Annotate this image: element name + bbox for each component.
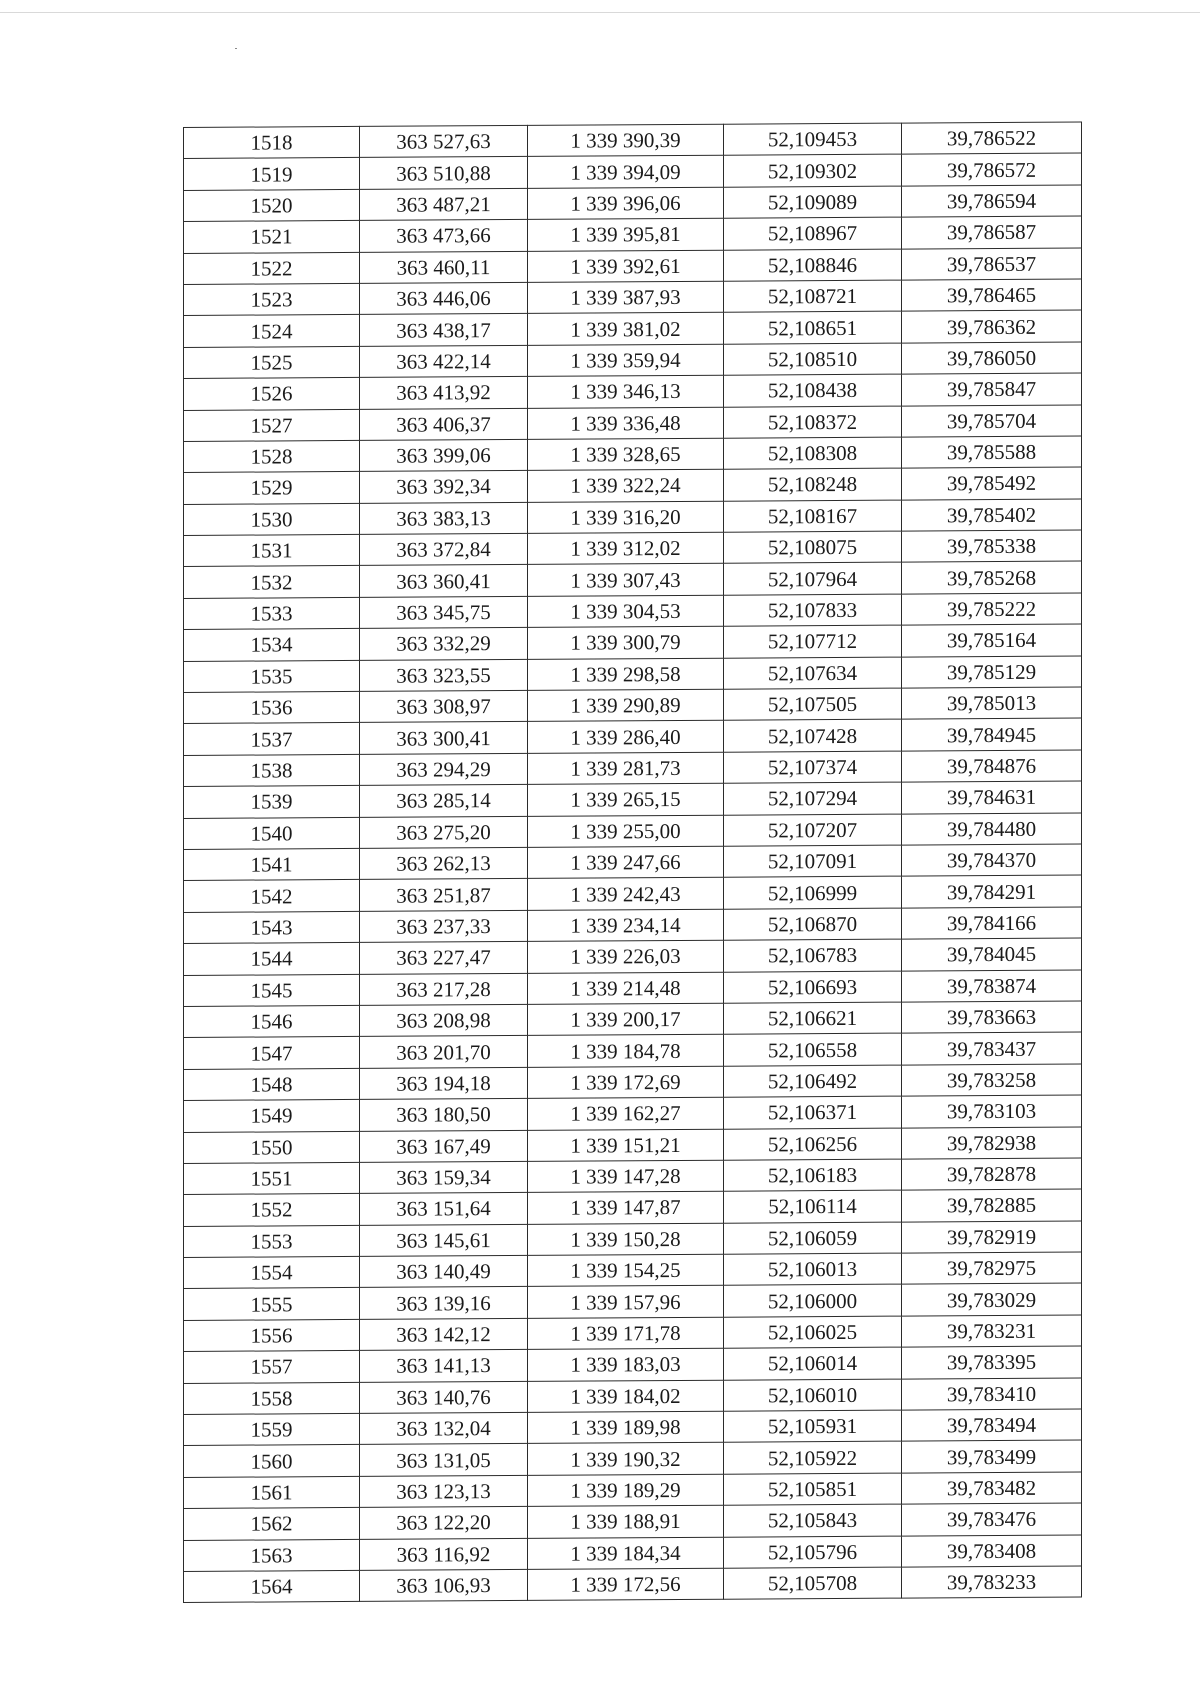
latitude-cell: 52,107374 xyxy=(724,751,902,783)
latitude-cell: 52,107091 xyxy=(724,845,902,877)
latitude-cell: 52,106183 xyxy=(724,1159,902,1191)
latitude-cell: 52,106371 xyxy=(724,1096,902,1128)
point-number-cell: 1549 xyxy=(184,1100,360,1132)
table-row xyxy=(184,561,1082,598)
table-row xyxy=(184,153,1082,190)
x-coordinate-cell: 363 510,88 xyxy=(360,157,528,189)
point-number-cell: 1540 xyxy=(184,817,360,849)
table-row xyxy=(184,373,1082,410)
x-coordinate-cell: 363 285,14 xyxy=(360,785,528,817)
y-coordinate-cell: 1 339 147,28 xyxy=(528,1160,724,1193)
table-row xyxy=(184,1409,1082,1446)
point-number-cell: 1530 xyxy=(184,503,360,535)
table-row xyxy=(184,1378,1082,1415)
x-coordinate-cell: 363 383,13 xyxy=(360,502,528,534)
longitude-cell: 39,782885 xyxy=(902,1189,1082,1221)
point-number-cell: 1543 xyxy=(184,911,360,943)
coordinates-table xyxy=(183,122,1082,1604)
x-coordinate-cell: 363 140,76 xyxy=(360,1381,528,1413)
longitude-cell: 39,783874 xyxy=(902,970,1082,1002)
latitude-cell: 52,109302 xyxy=(724,155,902,187)
longitude-cell: 39,783494 xyxy=(902,1409,1082,1441)
point-number-cell: 1532 xyxy=(184,566,360,598)
x-coordinate-cell: 363 275,20 xyxy=(360,816,528,848)
x-coordinate-cell: 363 392,34 xyxy=(360,471,528,503)
point-number-cell: 1533 xyxy=(184,597,360,629)
longitude-cell: 39,786594 xyxy=(902,185,1082,217)
table-row xyxy=(184,1535,1082,1572)
longitude-cell: 39,784166 xyxy=(902,907,1082,939)
longitude-cell: 39,783233 xyxy=(902,1566,1082,1598)
y-coordinate-cell: 1 339 286,40 xyxy=(528,721,724,754)
latitude-cell: 52,106621 xyxy=(724,1002,902,1034)
longitude-cell: 39,785222 xyxy=(902,593,1082,625)
point-number-cell: 1542 xyxy=(184,880,360,912)
table-row xyxy=(184,1127,1082,1164)
longitude-cell: 39,782975 xyxy=(902,1252,1082,1284)
y-coordinate-cell: 1 339 346,13 xyxy=(528,375,724,408)
y-coordinate-cell: 1 339 184,34 xyxy=(528,1537,724,1570)
y-coordinate-cell: 1 339 172,69 xyxy=(528,1066,724,1099)
latitude-cell: 52,108308 xyxy=(724,437,902,469)
point-number-cell: 1559 xyxy=(184,1413,360,1445)
point-number-cell: 1528 xyxy=(184,440,360,472)
y-coordinate-cell: 1 339 316,20 xyxy=(528,501,724,534)
x-coordinate-cell: 363 251,87 xyxy=(360,879,528,911)
latitude-cell: 52,107428 xyxy=(724,720,902,752)
latitude-cell: 52,108651 xyxy=(724,311,902,343)
latitude-cell: 52,106870 xyxy=(724,908,902,940)
y-coordinate-cell: 1 339 189,98 xyxy=(528,1411,724,1444)
longitude-cell: 39,785164 xyxy=(902,624,1082,656)
point-number-cell: 1552 xyxy=(184,1194,360,1226)
x-coordinate-cell: 363 473,66 xyxy=(360,220,528,252)
latitude-cell: 52,108167 xyxy=(724,500,902,532)
point-number-cell: 1539 xyxy=(184,786,360,818)
latitude-cell: 52,107207 xyxy=(724,814,902,846)
point-number-cell: 1529 xyxy=(184,472,360,504)
latitude-cell: 52,108075 xyxy=(724,531,902,563)
longitude-cell: 39,783395 xyxy=(902,1346,1082,1378)
x-coordinate-cell: 363 345,75 xyxy=(360,596,528,628)
latitude-cell: 52,105843 xyxy=(724,1504,902,1536)
latitude-cell: 52,108846 xyxy=(724,249,902,281)
point-number-cell: 1554 xyxy=(184,1256,360,1288)
point-number-cell: 1520 xyxy=(184,189,360,221)
point-number-cell: 1544 xyxy=(184,943,360,975)
latitude-cell: 52,109089 xyxy=(724,186,902,218)
table-row xyxy=(184,499,1082,536)
longitude-cell: 39,786050 xyxy=(902,342,1082,374)
y-coordinate-cell: 1 339 312,02 xyxy=(528,532,724,565)
latitude-cell: 52,106013 xyxy=(724,1253,902,1285)
latitude-cell: 52,106558 xyxy=(724,1033,902,1065)
longitude-cell: 39,785847 xyxy=(902,373,1082,405)
point-number-cell: 1563 xyxy=(184,1539,360,1571)
x-coordinate-cell: 363 141,13 xyxy=(360,1350,528,1382)
y-coordinate-cell: 1 339 387,93 xyxy=(528,281,724,314)
latitude-cell: 52,108438 xyxy=(724,374,902,406)
point-number-cell: 1527 xyxy=(184,409,360,441)
latitude-cell: 52,108510 xyxy=(724,343,902,375)
coordinates-table-body xyxy=(184,122,1082,1603)
longitude-cell: 39,783499 xyxy=(902,1440,1082,1472)
latitude-cell: 52,108967 xyxy=(724,217,902,249)
x-coordinate-cell: 363 151,64 xyxy=(360,1193,528,1225)
y-coordinate-cell: 1 339 247,66 xyxy=(528,846,724,879)
latitude-cell: 52,106010 xyxy=(724,1379,902,1411)
longitude-cell: 39,786572 xyxy=(902,153,1082,185)
point-number-cell: 1538 xyxy=(184,754,360,786)
longitude-cell: 39,784631 xyxy=(902,781,1082,813)
longitude-cell: 39,784370 xyxy=(902,844,1082,876)
table-row xyxy=(184,248,1082,285)
y-coordinate-cell: 1 339 381,02 xyxy=(528,313,724,346)
x-coordinate-cell: 363 487,21 xyxy=(360,188,528,220)
y-coordinate-cell: 1 339 394,09 xyxy=(528,156,724,189)
x-coordinate-cell: 363 262,13 xyxy=(360,847,528,879)
table-row xyxy=(184,405,1082,442)
scan-top-edge xyxy=(0,12,1200,13)
point-number-cell: 1553 xyxy=(184,1225,360,1257)
table-row xyxy=(184,875,1082,912)
y-coordinate-cell: 1 339 147,87 xyxy=(528,1191,724,1224)
latitude-cell: 52,108372 xyxy=(724,406,902,438)
point-number-cell: 1537 xyxy=(184,723,360,755)
x-coordinate-cell: 363 446,06 xyxy=(360,282,528,314)
longitude-cell: 39,786362 xyxy=(902,310,1082,342)
y-coordinate-cell: 1 339 183,03 xyxy=(528,1348,724,1381)
x-coordinate-cell: 363 237,33 xyxy=(360,910,528,942)
y-coordinate-cell: 1 339 150,28 xyxy=(528,1223,724,1256)
y-coordinate-cell: 1 339 290,89 xyxy=(528,689,724,722)
point-number-cell: 1536 xyxy=(184,691,360,723)
latitude-cell: 52,106000 xyxy=(724,1285,902,1317)
table-row xyxy=(184,342,1082,379)
latitude-cell: 52,106256 xyxy=(724,1128,902,1160)
longitude-cell: 39,783408 xyxy=(902,1535,1082,1567)
point-number-cell: 1541 xyxy=(184,848,360,880)
point-number-cell: 1561 xyxy=(184,1476,360,1508)
point-number-cell: 1523 xyxy=(184,283,360,315)
point-number-cell: 1524 xyxy=(184,315,360,347)
point-number-cell: 1547 xyxy=(184,1037,360,1069)
y-coordinate-cell: 1 339 190,32 xyxy=(528,1443,724,1476)
table-row xyxy=(184,1032,1082,1069)
longitude-cell: 39,785013 xyxy=(902,687,1082,719)
y-coordinate-cell: 1 339 157,96 xyxy=(528,1286,724,1319)
longitude-cell: 39,783103 xyxy=(902,1095,1082,1127)
scan-speck xyxy=(235,48,237,49)
latitude-cell: 52,107712 xyxy=(724,625,902,657)
longitude-cell: 39,783663 xyxy=(902,1001,1082,1033)
x-coordinate-cell: 363 145,61 xyxy=(360,1224,528,1256)
point-number-cell: 1555 xyxy=(184,1288,360,1320)
x-coordinate-cell: 363 332,29 xyxy=(360,628,528,660)
table-row xyxy=(184,530,1082,567)
x-coordinate-cell: 363 308,97 xyxy=(360,690,528,722)
longitude-cell: 39,783029 xyxy=(902,1283,1082,1315)
table-row xyxy=(184,1315,1082,1352)
latitude-cell: 52,106492 xyxy=(724,1065,902,1097)
y-coordinate-cell: 1 339 359,94 xyxy=(528,344,724,377)
longitude-cell: 39,782919 xyxy=(902,1221,1082,1253)
y-coordinate-cell: 1 339 151,21 xyxy=(528,1129,724,1162)
longitude-cell: 39,783258 xyxy=(902,1064,1082,1096)
y-coordinate-cell: 1 339 171,78 xyxy=(528,1317,724,1350)
point-number-cell: 1518 xyxy=(184,126,360,158)
longitude-cell: 39,786522 xyxy=(902,122,1082,154)
longitude-cell: 39,783476 xyxy=(902,1503,1082,1535)
point-number-cell: 1522 xyxy=(184,252,360,284)
point-number-cell: 1525 xyxy=(184,346,360,378)
y-coordinate-cell: 1 339 336,48 xyxy=(528,407,724,440)
latitude-cell: 52,106025 xyxy=(724,1316,902,1348)
longitude-cell: 39,784876 xyxy=(902,750,1082,782)
point-number-cell: 1526 xyxy=(184,378,360,410)
table-row xyxy=(184,1440,1082,1477)
point-number-cell: 1557 xyxy=(184,1351,360,1383)
latitude-cell: 52,106014 xyxy=(724,1347,902,1379)
latitude-cell: 52,106999 xyxy=(724,876,902,908)
table-row xyxy=(184,1472,1082,1509)
point-number-cell: 1535 xyxy=(184,660,360,692)
x-coordinate-cell: 363 323,55 xyxy=(360,659,528,691)
x-coordinate-cell: 363 217,28 xyxy=(360,973,528,1005)
x-coordinate-cell: 363 300,41 xyxy=(360,722,528,754)
latitude-cell: 52,106059 xyxy=(724,1222,902,1254)
longitude-cell: 39,783482 xyxy=(902,1472,1082,1504)
y-coordinate-cell: 1 339 188,91 xyxy=(528,1505,724,1538)
longitude-cell: 39,786537 xyxy=(902,248,1082,280)
latitude-cell: 52,107294 xyxy=(724,782,902,814)
latitude-cell: 52,108248 xyxy=(724,468,902,500)
y-coordinate-cell: 1 339 304,53 xyxy=(528,595,724,628)
y-coordinate-cell: 1 339 214,48 xyxy=(528,972,724,1005)
x-coordinate-cell: 363 194,18 xyxy=(360,1067,528,1099)
table-row xyxy=(184,1221,1082,1258)
table-row xyxy=(184,687,1082,724)
table-row xyxy=(184,122,1082,159)
y-coordinate-cell: 1 339 172,56 xyxy=(528,1568,724,1601)
y-coordinate-cell: 1 339 298,58 xyxy=(528,658,724,691)
table-row xyxy=(184,1095,1082,1132)
y-coordinate-cell: 1 339 307,43 xyxy=(528,564,724,597)
longitude-cell: 39,786587 xyxy=(902,216,1082,248)
table-row xyxy=(184,593,1082,630)
table-row xyxy=(184,467,1082,504)
point-number-cell: 1531 xyxy=(184,534,360,566)
table-row xyxy=(184,185,1082,222)
table-row xyxy=(184,970,1082,1007)
latitude-cell: 52,107634 xyxy=(724,657,902,689)
table-row xyxy=(184,1503,1082,1540)
y-coordinate-cell: 1 339 162,27 xyxy=(528,1097,724,1130)
y-coordinate-cell: 1 339 255,00 xyxy=(528,815,724,848)
latitude-cell: 52,106114 xyxy=(724,1190,902,1222)
y-coordinate-cell: 1 339 390,39 xyxy=(528,124,724,157)
x-coordinate-cell: 363 413,92 xyxy=(360,377,528,409)
table-row xyxy=(184,1252,1082,1289)
point-number-cell: 1546 xyxy=(184,1005,360,1037)
longitude-cell: 39,785402 xyxy=(902,499,1082,531)
longitude-cell: 39,785129 xyxy=(902,656,1082,688)
longitude-cell: 39,783437 xyxy=(902,1032,1082,1064)
x-coordinate-cell: 363 422,14 xyxy=(360,345,528,377)
longitude-cell: 39,783231 xyxy=(902,1315,1082,1347)
table-row xyxy=(184,1566,1082,1603)
longitude-cell: 39,785338 xyxy=(902,530,1082,562)
point-number-cell: 1551 xyxy=(184,1162,360,1194)
table-row xyxy=(184,813,1082,850)
latitude-cell: 52,105708 xyxy=(724,1567,902,1599)
x-coordinate-cell: 363 227,47 xyxy=(360,942,528,974)
longitude-cell: 39,786465 xyxy=(902,279,1082,311)
table-row xyxy=(184,907,1082,944)
longitude-cell: 39,785588 xyxy=(902,436,1082,468)
y-coordinate-cell: 1 339 154,25 xyxy=(528,1254,724,1287)
longitude-cell: 39,784045 xyxy=(902,938,1082,970)
y-coordinate-cell: 1 339 300,79 xyxy=(528,626,724,659)
y-coordinate-cell: 1 339 184,78 xyxy=(528,1035,724,1068)
x-coordinate-cell: 363 208,98 xyxy=(360,1004,528,1036)
x-coordinate-cell: 363 372,84 xyxy=(360,533,528,565)
point-number-cell: 1521 xyxy=(184,221,360,253)
table-row xyxy=(184,750,1082,787)
latitude-cell: 52,105851 xyxy=(724,1473,902,1505)
y-coordinate-cell: 1 339 281,73 xyxy=(528,752,724,785)
table-row xyxy=(184,1064,1082,1101)
table-row xyxy=(184,624,1082,661)
latitude-cell: 52,108721 xyxy=(724,280,902,312)
x-coordinate-cell: 363 360,41 xyxy=(360,565,528,597)
x-coordinate-cell: 363 139,16 xyxy=(360,1287,528,1319)
latitude-cell: 52,105931 xyxy=(724,1410,902,1442)
x-coordinate-cell: 363 122,20 xyxy=(360,1507,528,1539)
x-coordinate-cell: 363 399,06 xyxy=(360,439,528,471)
x-coordinate-cell: 363 142,12 xyxy=(360,1318,528,1350)
table-row xyxy=(184,1189,1082,1226)
table-row xyxy=(184,1346,1082,1383)
y-coordinate-cell: 1 339 200,17 xyxy=(528,1003,724,1036)
table-row xyxy=(184,718,1082,755)
y-coordinate-cell: 1 339 189,29 xyxy=(528,1474,724,1507)
x-coordinate-cell: 363 460,11 xyxy=(360,251,528,283)
x-coordinate-cell: 363 132,04 xyxy=(360,1412,528,1444)
y-coordinate-cell: 1 339 242,43 xyxy=(528,878,724,911)
latitude-cell: 52,107833 xyxy=(724,594,902,626)
x-coordinate-cell: 363 116,92 xyxy=(360,1538,528,1570)
longitude-cell: 39,784945 xyxy=(902,718,1082,750)
point-number-cell: 1545 xyxy=(184,974,360,1006)
x-coordinate-cell: 363 123,13 xyxy=(360,1475,528,1507)
y-coordinate-cell: 1 339 328,65 xyxy=(528,438,724,471)
table-row xyxy=(184,1001,1082,1038)
table-row xyxy=(184,656,1082,693)
x-coordinate-cell: 363 527,63 xyxy=(360,125,528,157)
table-row xyxy=(184,279,1082,316)
longitude-cell: 39,785704 xyxy=(902,405,1082,437)
y-coordinate-cell: 1 339 234,14 xyxy=(528,909,724,942)
longitude-cell: 39,782878 xyxy=(902,1158,1082,1190)
table-row xyxy=(184,1158,1082,1195)
x-coordinate-cell: 363 438,17 xyxy=(360,314,528,346)
table-row xyxy=(184,844,1082,881)
point-number-cell: 1548 xyxy=(184,1068,360,1100)
table-row xyxy=(184,436,1082,473)
x-coordinate-cell: 363 167,49 xyxy=(360,1130,528,1162)
latitude-cell: 52,107964 xyxy=(724,563,902,595)
longitude-cell: 39,785268 xyxy=(902,561,1082,593)
y-coordinate-cell: 1 339 322,24 xyxy=(528,469,724,502)
y-coordinate-cell: 1 339 392,61 xyxy=(528,250,724,283)
y-coordinate-cell: 1 339 265,15 xyxy=(528,783,724,816)
longitude-cell: 39,784291 xyxy=(902,875,1082,907)
point-number-cell: 1519 xyxy=(184,158,360,190)
y-coordinate-cell: 1 339 396,06 xyxy=(528,187,724,220)
x-coordinate-cell: 363 106,93 xyxy=(360,1569,528,1601)
latitude-cell: 52,106783 xyxy=(724,939,902,971)
point-number-cell: 1562 xyxy=(184,1508,360,1540)
x-coordinate-cell: 363 201,70 xyxy=(360,1036,528,1068)
x-coordinate-cell: 363 159,34 xyxy=(360,1161,528,1193)
point-number-cell: 1534 xyxy=(184,629,360,661)
latitude-cell: 52,109453 xyxy=(724,123,902,155)
latitude-cell: 52,107505 xyxy=(724,688,902,720)
y-coordinate-cell: 1 339 395,81 xyxy=(528,218,724,251)
table-row xyxy=(184,938,1082,975)
point-number-cell: 1550 xyxy=(184,1131,360,1163)
x-coordinate-cell: 363 131,05 xyxy=(360,1444,528,1476)
point-number-cell: 1564 xyxy=(184,1570,360,1602)
x-coordinate-cell: 363 180,50 xyxy=(360,1099,528,1131)
table-row xyxy=(184,781,1082,818)
longitude-cell: 39,784480 xyxy=(902,813,1082,845)
x-coordinate-cell: 363 406,37 xyxy=(360,408,528,440)
point-number-cell: 1558 xyxy=(184,1382,360,1414)
longitude-cell: 39,785492 xyxy=(902,467,1082,499)
table-row xyxy=(184,1283,1082,1320)
longitude-cell: 39,782938 xyxy=(902,1127,1082,1159)
y-coordinate-cell: 1 339 184,02 xyxy=(528,1380,724,1413)
table-row xyxy=(184,216,1082,253)
x-coordinate-cell: 363 140,49 xyxy=(360,1255,528,1287)
point-number-cell: 1560 xyxy=(184,1445,360,1477)
latitude-cell: 52,106693 xyxy=(724,971,902,1003)
point-number-cell: 1556 xyxy=(184,1319,360,1351)
y-coordinate-cell: 1 339 226,03 xyxy=(528,940,724,973)
longitude-cell: 39,783410 xyxy=(902,1378,1082,1410)
table-row xyxy=(184,310,1082,347)
latitude-cell: 52,105796 xyxy=(724,1536,902,1568)
latitude-cell: 52,105922 xyxy=(724,1442,902,1474)
x-coordinate-cell: 363 294,29 xyxy=(360,753,528,785)
